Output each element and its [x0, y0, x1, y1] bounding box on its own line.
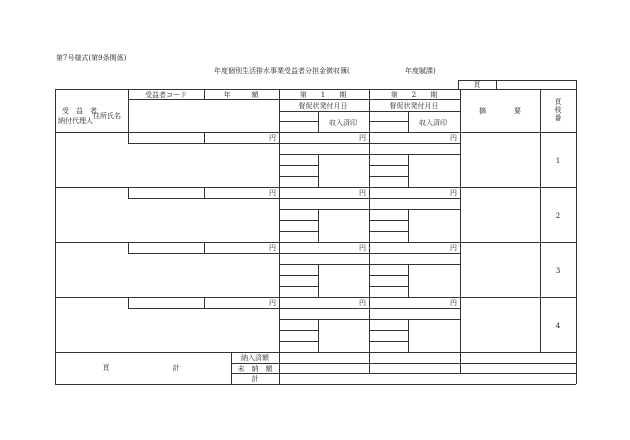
table-rule	[369, 176, 408, 177]
table-rule	[128, 297, 129, 308]
form-title: 年度個別生活排水事業受益者分担金徴収簿(	[214, 67, 350, 75]
branch-number: 4	[555, 322, 561, 330]
form-id: 第7号様式(第9条関係)	[56, 54, 127, 62]
table-rule	[458, 80, 459, 89]
page-label: 頁	[473, 81, 481, 89]
term1-header: 第 1 期	[299, 91, 347, 99]
table-rule	[318, 319, 319, 352]
table-rule	[204, 89, 205, 99]
beneficiary-code-header: 受益者コード	[145, 91, 187, 99]
table-rule	[369, 242, 370, 297]
table-rule	[231, 373, 576, 374]
table-rule	[279, 264, 460, 265]
branch-number: 1	[555, 157, 561, 165]
table-rule	[279, 187, 280, 242]
table-rule	[279, 231, 318, 232]
total-label: 計	[251, 375, 259, 383]
yen-unit: 円	[269, 134, 276, 142]
table-rule	[408, 209, 409, 242]
table-rule	[279, 286, 318, 287]
table-rule	[408, 154, 409, 187]
table-rule	[55, 187, 576, 188]
table-rule	[204, 242, 205, 253]
page-branch-header: 頁枝番	[554, 98, 562, 122]
table-rule	[369, 352, 370, 373]
table-rule	[369, 121, 408, 122]
yen-unit: 円	[450, 134, 457, 142]
table-rule	[231, 352, 232, 384]
beneficiary-label: 受 益 者	[62, 107, 97, 115]
table-rule	[128, 253, 460, 254]
term2-reminder-date: 督促状発付月日	[389, 102, 439, 110]
table-rule	[279, 121, 318, 122]
table-rule	[279, 352, 280, 384]
table-rule	[369, 187, 370, 242]
table-rule	[55, 242, 576, 243]
table-rule	[369, 132, 370, 187]
table-rule	[369, 341, 408, 342]
table-rule	[318, 111, 319, 132]
table-rule	[279, 89, 280, 132]
header-bottom	[55, 132, 576, 133]
page-total-label: 頁 計	[102, 364, 180, 372]
table-rule	[279, 209, 460, 210]
yen-unit: 円	[269, 189, 276, 197]
table-rule	[279, 154, 460, 155]
table-rule	[231, 363, 576, 364]
table-rule	[369, 275, 408, 276]
table-rule	[318, 154, 319, 187]
table-rule	[369, 286, 408, 287]
term2-header: 第 2 期	[390, 91, 438, 99]
table-rule	[460, 352, 461, 373]
table-rule	[55, 352, 576, 353]
table-rule	[496, 80, 497, 89]
annual-amount-header: 年 額	[223, 91, 259, 99]
table-rule	[369, 165, 408, 166]
table-rule	[408, 111, 409, 132]
table-rule	[369, 231, 408, 232]
table-rule	[576, 80, 577, 89]
paid-amount-label: 納入済額	[241, 354, 269, 362]
branch-number: 2	[555, 212, 561, 220]
yen-unit: 円	[269, 299, 276, 307]
table-rule	[460, 89, 461, 352]
table-rule	[279, 275, 318, 276]
table-rule	[128, 242, 129, 253]
table-rule	[128, 308, 460, 309]
yen-unit: 円	[359, 244, 366, 252]
table-rule	[204, 297, 205, 308]
table-rule	[128, 89, 129, 132]
table-rule	[576, 89, 577, 384]
table-rule	[55, 297, 576, 298]
table-rule	[279, 132, 280, 187]
agent-label: 納付代理人	[58, 117, 93, 125]
table-rule	[204, 132, 205, 143]
unpaid-amount-label: 未 納 額	[237, 365, 273, 373]
table-rule	[369, 330, 408, 331]
table-rule	[55, 384, 576, 385]
table-rule	[279, 297, 280, 352]
table-rule	[279, 165, 318, 166]
table-rule	[128, 132, 129, 143]
table-rule	[369, 89, 370, 132]
table-rule	[279, 242, 280, 297]
yen-unit: 円	[450, 189, 457, 197]
yen-unit: 円	[359, 189, 366, 197]
header-divider-1	[128, 99, 460, 100]
address-name-label: 住所氏名	[93, 112, 121, 120]
table-rule	[279, 341, 318, 342]
term2-receipt-seal: 収入済印	[419, 119, 447, 127]
table-rule	[408, 264, 409, 297]
table-rule	[279, 330, 318, 331]
yen-unit: 円	[450, 244, 457, 252]
table-rule	[318, 209, 319, 242]
yen-unit: 円	[359, 299, 366, 307]
term1-reminder-date: 督促状発付月日	[298, 102, 348, 110]
table-rule	[55, 89, 576, 90]
table-rule	[540, 89, 541, 352]
branch-number: 3	[555, 267, 561, 275]
table-rule	[318, 264, 319, 297]
table-rule	[279, 319, 460, 320]
table-rule	[128, 198, 460, 199]
table-rule	[369, 297, 370, 352]
yen-unit: 円	[359, 134, 366, 142]
table-rule	[128, 187, 129, 198]
yen-unit: 円	[269, 244, 276, 252]
yen-unit: 円	[450, 299, 457, 307]
form-title-suffix: 年度賦課)	[405, 67, 436, 75]
table-rule	[128, 143, 460, 144]
table-rule	[279, 220, 318, 221]
table-rule	[55, 89, 56, 384]
table-rule	[204, 187, 205, 198]
table-rule	[408, 319, 409, 352]
table-rule	[279, 176, 318, 177]
table-rule	[369, 220, 408, 221]
remarks-header: 摘 要	[479, 107, 521, 115]
term1-receipt-seal: 収入済印	[329, 119, 357, 127]
